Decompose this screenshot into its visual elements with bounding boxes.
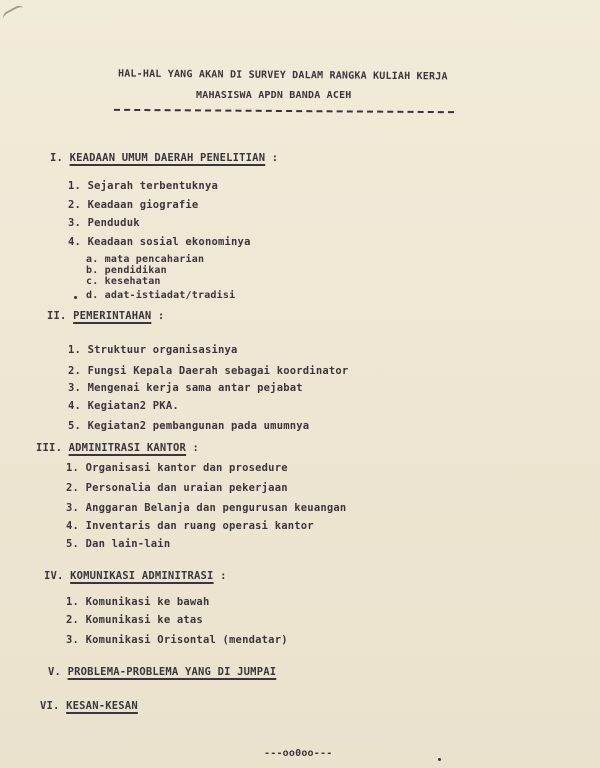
list-item: 3. Penduduk	[68, 217, 140, 229]
section-suffix: :	[192, 442, 200, 454]
list-item: 2. Fungsi Kepala Daerah sebagai koordinator	[68, 365, 349, 377]
list-item: 1. Sejarah terbentuknya	[68, 180, 218, 192]
section-number: II.	[47, 310, 67, 322]
list-item: 2. Personalia dan uraian pekerjaan	[66, 482, 288, 494]
sub-list-item: c. kesehatan	[86, 276, 161, 287]
sub-list-item: b. pendidikan	[86, 265, 167, 276]
list-item: 4. Kegiatan2 PKA.	[68, 400, 179, 412]
list-item: 5. Dan lain-lain	[66, 538, 171, 550]
section-heading-2	[47, 310, 164, 322]
list-item: 3. Komunikasi Orisontal (mendatar)	[66, 634, 288, 646]
sub-list-item: a. mata pencaharian	[86, 254, 205, 265]
section-title: KOMUNIKASI ADMINITRASI	[70, 570, 214, 582]
section-title: KESAN-KESAN	[66, 700, 138, 712]
section-number: IV.	[44, 570, 64, 582]
section-suffix: :	[220, 570, 227, 582]
list-item: 4. Inventaris dan ruang operasi kantor	[66, 520, 314, 532]
section-suffix: :	[157, 310, 165, 322]
section-number: VI.	[40, 700, 60, 712]
section-heading-3	[36, 442, 199, 454]
list-item: 3. Anggaran Belanja dan pengurusan keuangan	[66, 502, 347, 514]
document-end-mark: ---oo0oo---	[264, 748, 333, 759]
section-heading-6	[40, 700, 138, 712]
list-item: 4. Keadaan sosial ekonominya	[68, 236, 251, 248]
list-item: 5. Kegiatan2 pembangunan pada umumnya	[68, 420, 310, 432]
section-title: KEADAAN UMUM DAERAH PENELITIAN	[69, 152, 266, 164]
paper-corner-mark	[2, 4, 29, 28]
list-item: 1. Struktuur organisasinya	[68, 344, 238, 356]
section-suffix: :	[271, 152, 279, 164]
list-item: 2. Keadaan giografie	[68, 199, 199, 211]
section-number: V.	[48, 666, 62, 678]
section-heading-4	[44, 570, 227, 582]
section-title: PEMERINTAHAN	[73, 310, 152, 322]
sub-list-item: d. adat-istiadat/tradisi	[86, 290, 236, 301]
list-item: 3. Mengenai kerja sama antar pejabat	[68, 382, 303, 394]
title-divider	[114, 109, 454, 113]
list-item: 2. Komunikasi ke atas	[66, 614, 203, 626]
ink-dot	[74, 296, 77, 299]
section-number: I.	[50, 152, 64, 164]
section-title: ADMINITRASI KANTOR	[68, 442, 187, 454]
section-heading-1	[50, 152, 278, 164]
section-title: PROBLEMA-PROBLEMA YANG DI JUMPAI	[67, 666, 277, 678]
section-number: III.	[36, 442, 63, 454]
list-item: 1. Komunikasi ke bawah	[66, 596, 210, 608]
list-item: 1. Organisasi kantor dan prosedure	[66, 462, 288, 474]
section-heading-5	[48, 666, 276, 678]
document-title-line-2: MAHASISWA APDN BANDA ACEH	[196, 90, 352, 101]
document-title-line-1: HAL-HAL YANG AKAN DI SURVEY DALAM RANGKA KULIAH KERJA	[117, 68, 448, 83]
ink-dot	[438, 758, 441, 761]
